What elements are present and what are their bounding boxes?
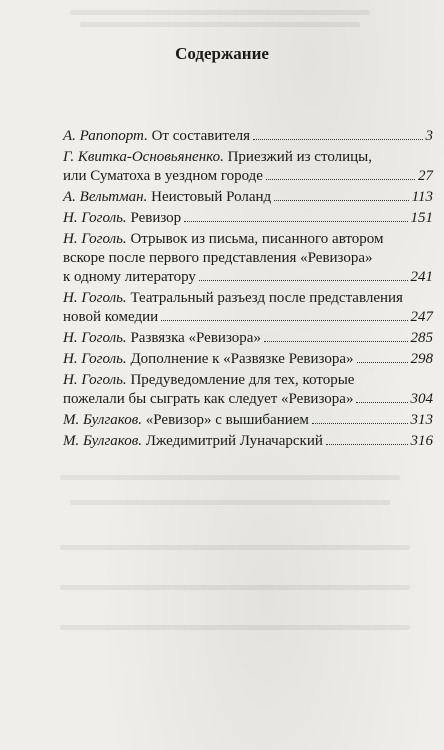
bleed-through-mark <box>60 585 410 590</box>
toc-page-number: 3 <box>425 128 433 144</box>
dot-leader <box>357 362 408 363</box>
toc-entry-text <box>63 231 383 247</box>
toc-page-number: 313 <box>410 412 433 428</box>
toc-entry-line <box>63 308 433 327</box>
toc-entry <box>63 432 433 451</box>
toc-heading: Содержание <box>175 44 269 63</box>
toc-entry <box>63 127 433 146</box>
toc-entry <box>63 289 433 327</box>
toc-title: Дополнение к «Развязке Ревизора» <box>130 351 354 367</box>
toc-entry-line <box>63 230 433 249</box>
toc-entry-line <box>63 127 433 146</box>
toc-entry-text <box>63 149 372 165</box>
toc-entry-text <box>63 432 323 451</box>
toc-entry <box>63 371 433 409</box>
toc-title: или Суматоха в уездном городе <box>63 168 263 184</box>
toc-title: Театральный разъезд после представления <box>130 290 403 306</box>
toc-entry-text <box>63 209 181 228</box>
bleed-through-mark <box>60 475 400 480</box>
toc-entry-text <box>63 308 158 327</box>
toc-author: М. Булгаков. <box>63 433 143 449</box>
bleed-through-mark <box>70 500 390 505</box>
toc-page-number: 304 <box>410 391 433 407</box>
dot-leader <box>312 423 408 424</box>
toc-page-number: 241 <box>410 269 433 285</box>
toc-author: Н. Гоголь. <box>63 210 127 226</box>
toc-entry-line <box>63 350 433 369</box>
dot-leader <box>253 139 422 140</box>
bleed-through-mark <box>80 22 360 27</box>
toc-entry-line <box>63 411 433 430</box>
dot-leader <box>184 221 407 222</box>
toc-page-number: 285 <box>410 330 433 346</box>
dot-leader <box>161 320 407 321</box>
toc-entry <box>63 350 433 369</box>
toc-author: Н. Гоголь. <box>63 351 127 367</box>
dot-leader <box>199 280 408 281</box>
toc-page-number: 27 <box>418 168 433 184</box>
toc-entry <box>63 411 433 430</box>
toc-author: А. Вельтман. <box>63 189 148 205</box>
toc-entry-line <box>63 390 433 409</box>
dot-leader <box>274 200 408 201</box>
toc-entry-text <box>63 372 354 388</box>
toc-entry-line <box>63 289 433 308</box>
dot-leader <box>264 341 408 342</box>
toc-entry-line <box>63 371 433 390</box>
toc-author: А. Рапопорт. <box>63 128 148 144</box>
dot-leader <box>326 444 408 445</box>
dot-leader <box>356 402 407 403</box>
toc-title: Лжедимитрий Луначарский <box>145 433 323 449</box>
toc-title: От составителя <box>151 128 251 144</box>
toc-title: «Ревизор» с вышибанием <box>145 412 309 428</box>
toc-title: вскоре после первого представления «Ревизора» <box>63 250 373 266</box>
toc-entry <box>63 329 433 348</box>
toc-author: Н. Гоголь. <box>63 290 127 306</box>
toc-author: М. Булгаков. <box>63 412 143 428</box>
toc-title: пожелали бы сыграть как следует «Ревизора» <box>63 391 354 407</box>
toc-author: Н. Гоголь. <box>63 231 127 247</box>
toc-entry <box>63 209 433 228</box>
bleed-through-mark <box>60 545 410 550</box>
toc-entry-line <box>63 167 433 186</box>
toc-title: к одному литератору <box>63 269 196 285</box>
toc-entry-text <box>63 167 263 186</box>
toc-title: Неистовый Роланд <box>151 189 272 205</box>
toc-entry-line <box>63 268 433 287</box>
toc-entry-text <box>63 329 261 348</box>
toc-entry-line <box>63 188 433 207</box>
toc-entry-text <box>63 250 373 266</box>
toc-page-number: 298 <box>410 351 433 367</box>
toc-entry-text <box>63 127 250 146</box>
toc-page-number: 316 <box>410 433 433 449</box>
toc-title: новой комедии <box>63 309 159 325</box>
toc-title: Отрывок из письма, писанного автором <box>130 231 384 247</box>
toc-page-number: 151 <box>410 210 433 226</box>
toc-entry-line <box>63 209 433 228</box>
toc-title: Ревизор <box>130 210 182 226</box>
toc-entry-text <box>63 290 403 306</box>
toc-entry-line <box>63 329 433 348</box>
toc-entry <box>63 148 433 186</box>
bleed-through-mark <box>70 10 370 15</box>
dot-leader <box>266 179 415 180</box>
toc-entry-line <box>63 432 433 451</box>
toc-title: Предуведомление для тех, которые <box>130 372 355 388</box>
toc-entry-text <box>63 390 353 409</box>
toc-entry-text <box>63 350 354 369</box>
toc-title: Приезжий из столицы, <box>227 149 372 165</box>
toc-entry-text <box>63 411 309 430</box>
toc-author: Г. Квитка-Основьяненко. <box>63 149 224 165</box>
toc-entry <box>63 188 433 207</box>
bleed-through-mark <box>60 625 410 630</box>
toc-entry-text <box>63 268 196 287</box>
toc-title: Развязка «Ревизора» <box>130 330 261 346</box>
toc-entry-text <box>63 188 271 207</box>
toc-entry-line <box>63 249 433 268</box>
toc-page-number: 113 <box>411 189 433 205</box>
toc-entry-line <box>63 148 433 167</box>
toc-page-number: 247 <box>410 309 433 325</box>
toc-author: Н. Гоголь. <box>63 330 127 346</box>
toc-author: Н. Гоголь. <box>63 372 127 388</box>
toc-entry <box>63 230 433 287</box>
table-of-contents <box>63 127 433 453</box>
